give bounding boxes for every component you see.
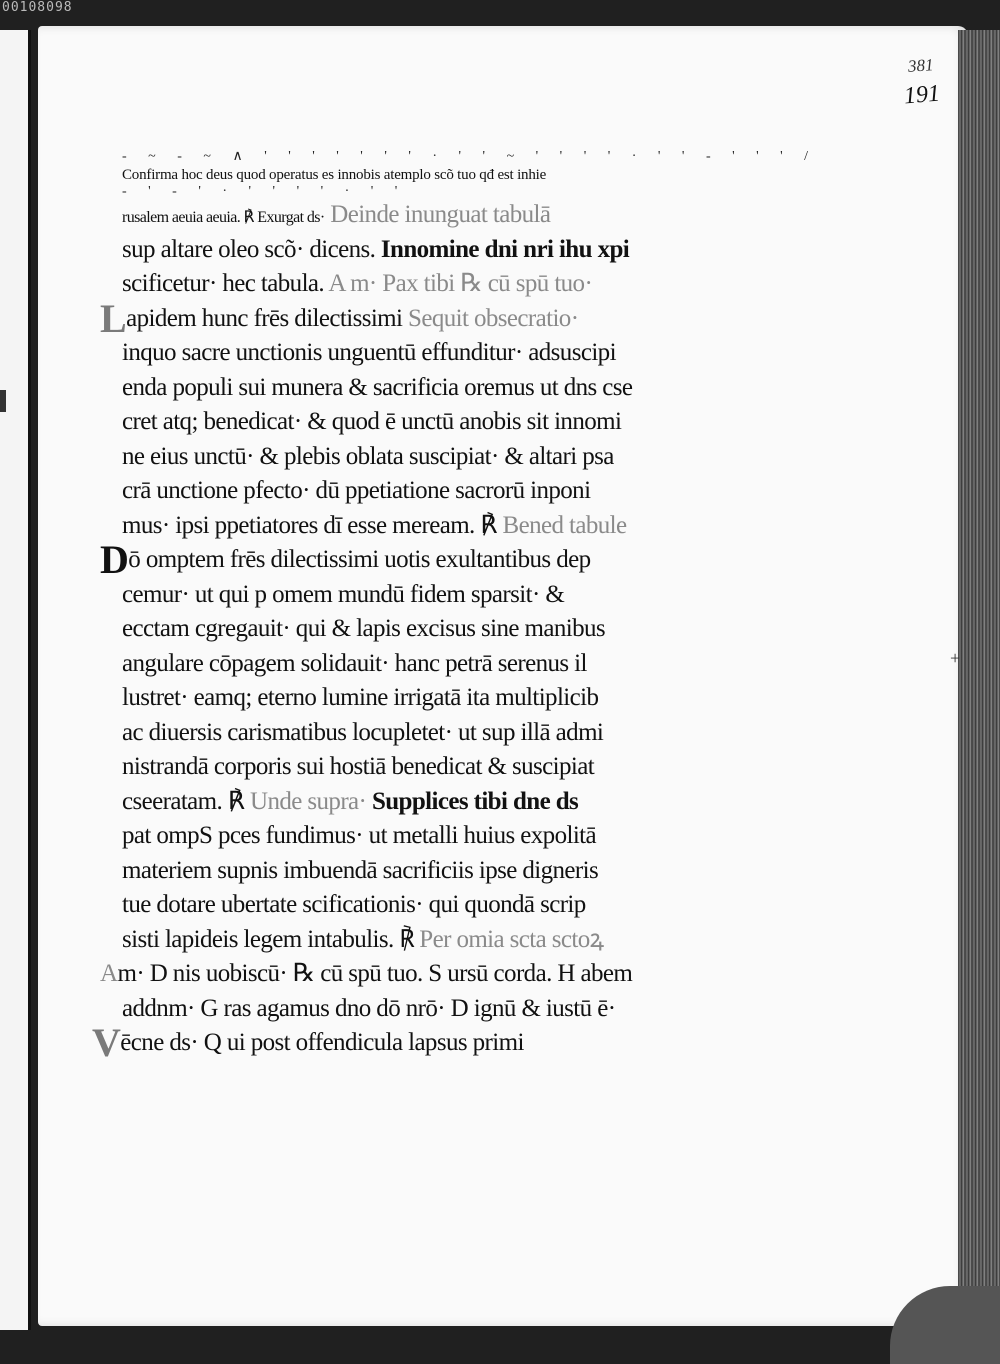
initial-letter-d: D bbox=[100, 537, 129, 582]
rubric-unde-supra: Unde supra· bbox=[250, 787, 367, 815]
text-line: addnm· G ras agamus dno dō nrō· D ignū & iustū ē· bbox=[122, 994, 616, 1022]
initial-letter-v: V bbox=[92, 1020, 121, 1065]
text-line bbox=[92, 1020, 722, 1065]
text-line: cret atq; benedicat· & quod ē unctū anobis sit innomi bbox=[122, 408, 622, 435]
text-line: tue dotare ubertate scificationis· qui quondā scrip bbox=[122, 891, 586, 918]
neume-line: - ' - ' · ' ' ' ' · ' ' bbox=[122, 184, 407, 199]
page-fore-edge bbox=[958, 30, 1000, 1330]
text-span: apidem hunc frēs dilectissimi bbox=[126, 304, 403, 332]
text-line: enda populi sui munera & sacrificia oremus ut dns cse bbox=[122, 373, 633, 401]
text-span: mus· ipsi ppetiatores dī esse meream. ℟ bbox=[122, 511, 497, 539]
facing-page-edge bbox=[0, 30, 31, 1330]
rubric-amen-prefix: A bbox=[100, 960, 118, 987]
image-id: 00108098 bbox=[2, 0, 73, 15]
rubric-benedictio: Bened tabule bbox=[502, 511, 627, 539]
rubric-amen-pax: A m· Pax tibi ℞ cū spū tuo· bbox=[328, 270, 593, 297]
text-line: materiem supnis imbuendā sacrificiis ipse digneris bbox=[122, 856, 599, 884]
text-line: nistrandā corporis sui hostiā benedicat & suscipiat bbox=[122, 753, 595, 780]
margin-cross-mark: + bbox=[950, 648, 961, 668]
text-line: ac diuersis carismatibus locupletet· ut sup illā admi bbox=[122, 718, 604, 746]
text-block bbox=[92, 149, 818, 1065]
text-line: crā unctione pfecto· dū ppetiatione sacrorū inponi bbox=[122, 477, 591, 504]
text-line: Confirma hoc deus quod operatus es innobis atemplo scõ tuo qđ est inhie bbox=[122, 167, 547, 183]
text-span: scificetur· hec tabula. bbox=[122, 270, 325, 297]
text-span: sisti lapideis legem intabulis. ℟ bbox=[122, 925, 414, 953]
text-span: rusalem aeuia aeuia. ℟ Exurgat ds· bbox=[122, 209, 325, 226]
text-line bbox=[122, 923, 722, 958]
text-span: ēcne ds· Q ui post offendicula lapsus primi bbox=[120, 1029, 524, 1056]
rubric-supplices: Supplices tibi dne ds bbox=[371, 787, 579, 815]
text-line bbox=[100, 537, 722, 582]
text-line: lustret· eamq; eterno lumine irrigatā ita multiplicib bbox=[122, 684, 599, 711]
text-line bbox=[122, 267, 722, 302]
text-line: pat ompS pces fundimus· ut metalli huius expolitā bbox=[122, 822, 597, 849]
initial-letter-l: L bbox=[100, 295, 127, 341]
text-span: m· D nis uobiscū· ℞ cū spū tuo. S ursū corda. H abem bbox=[117, 960, 633, 987]
facing-page-mark bbox=[0, 390, 6, 412]
text-line bbox=[122, 198, 722, 233]
text-span: ō omptem frēs dilectissimi uotis exultantibus dep bbox=[128, 546, 591, 573]
neume-line: - ~ - ~ ∧ ' ' ' ' ' ' ' · ' ' ~ ' ' ' ' · ' ' - ' ' ' / bbox=[122, 149, 818, 164]
folio-number-pencil: 381 bbox=[907, 55, 935, 76]
text-line bbox=[122, 509, 722, 544]
text-line: cemur· ut qui p omem mundū fidem sparsit· & bbox=[122, 580, 565, 608]
rubric-deinde: Deinde inunguat tabulā bbox=[330, 201, 551, 228]
folio-number-ink: 191 bbox=[902, 80, 942, 110]
text-span: sup altare oleo scõ· dicens. bbox=[122, 235, 376, 263]
text-line: angulare cōpagem solidauit· hanc petrā serenus il bbox=[122, 649, 587, 677]
text-line bbox=[100, 295, 722, 341]
text-line bbox=[122, 785, 722, 820]
rubric-sequitur: Sequit obsecratio· bbox=[408, 304, 579, 332]
text-line bbox=[100, 957, 722, 992]
text-line: ecctam cgregauit· qui & lapis excisus sine manibus bbox=[122, 615, 606, 642]
rubric-per-omnia: Per omia scta sctoꝝ bbox=[419, 925, 604, 953]
text-line bbox=[122, 233, 722, 268]
text-line: inquo sacre unctionis unguentū effunditur· adsuscipi bbox=[122, 339, 616, 366]
text-line: ne eius unctū· & plebis oblata suscipiat· & altari psa bbox=[122, 442, 614, 470]
rubric-innomine: Innomine dni nri ihu xpi bbox=[380, 235, 630, 263]
text-span: cseeratam. ℟ bbox=[122, 787, 245, 815]
